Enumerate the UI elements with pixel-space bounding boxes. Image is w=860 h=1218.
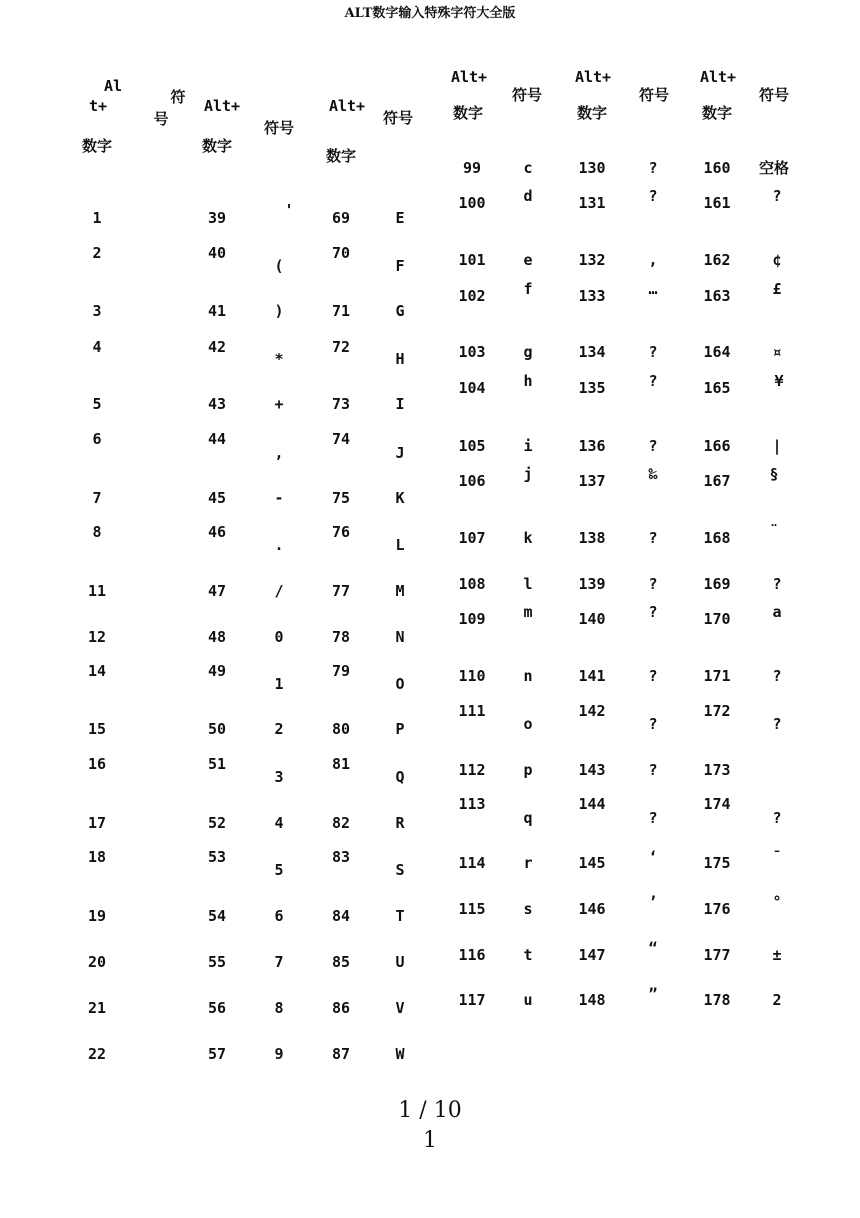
code-cell: 87 bbox=[331, 1045, 351, 1063]
code-cell: 167 bbox=[703, 472, 731, 490]
symbol-cell: ) bbox=[274, 302, 284, 320]
symbol-cell: 5 bbox=[274, 861, 284, 879]
code-cell: 22 bbox=[87, 1045, 107, 1063]
code-cell: 14 bbox=[87, 662, 107, 680]
symbol-cell: f bbox=[523, 280, 533, 298]
symbol-cell: G bbox=[395, 302, 405, 320]
code-cell: 6 bbox=[92, 430, 102, 448]
symbol-cell: e bbox=[523, 251, 533, 269]
code-cell: 131 bbox=[578, 194, 606, 212]
code-cell: 51 bbox=[207, 755, 227, 773]
header-alt-plus: Alt+ bbox=[574, 68, 612, 86]
symbol-cell: r bbox=[523, 854, 533, 872]
code-cell: 176 bbox=[703, 900, 731, 918]
code-cell: 18 bbox=[87, 848, 107, 866]
symbol-cell: ? bbox=[772, 575, 782, 593]
symbol-cell: k bbox=[523, 529, 533, 547]
code-cell: 138 bbox=[578, 529, 606, 547]
symbol-cell: ’ bbox=[648, 893, 658, 911]
code-cell: 70 bbox=[331, 244, 351, 262]
symbol-cell: 8 bbox=[274, 999, 284, 1017]
symbol-cell: * bbox=[274, 350, 284, 368]
symbol-cell: 6 bbox=[274, 907, 284, 925]
code-cell: 75 bbox=[331, 489, 351, 507]
symbol-cell: n bbox=[523, 667, 533, 685]
symbol-cell: 4 bbox=[274, 814, 284, 832]
code-cell: 107 bbox=[458, 529, 486, 547]
code-cell: 99 bbox=[462, 159, 482, 177]
code-cell: 101 bbox=[458, 251, 486, 269]
code-cell: 72 bbox=[331, 338, 351, 356]
symbol-cell: ? bbox=[648, 187, 658, 205]
code-cell: 17 bbox=[87, 814, 107, 832]
code-cell: 21 bbox=[87, 999, 107, 1017]
symbol-cell: ¯ bbox=[772, 848, 782, 866]
symbol-cell: R bbox=[395, 814, 405, 832]
code-cell: 106 bbox=[458, 472, 486, 490]
symbol-cell: q bbox=[523, 809, 533, 827]
code-cell: 82 bbox=[331, 814, 351, 832]
symbol-cell: ¢ bbox=[772, 251, 782, 269]
code-cell: 172 bbox=[703, 702, 731, 720]
symbol-cell: ¨ bbox=[769, 522, 779, 540]
code-cell: 46 bbox=[207, 523, 227, 541]
symbol-cell: t bbox=[523, 946, 533, 964]
symbol-cell: ? bbox=[648, 372, 658, 390]
header-alt-plus: Alt+ bbox=[328, 97, 366, 115]
code-cell: 83 bbox=[331, 848, 351, 866]
symbol-cell: 2 bbox=[772, 991, 782, 1009]
header-digit: 数字 bbox=[701, 104, 733, 122]
symbol-cell: … bbox=[648, 280, 658, 298]
symbol-cell: ? bbox=[648, 809, 658, 827]
code-cell: 171 bbox=[703, 667, 731, 685]
code-cell: 165 bbox=[703, 379, 731, 397]
code-cell: 20 bbox=[87, 953, 107, 971]
code-cell: 112 bbox=[458, 761, 486, 779]
code-cell: 135 bbox=[578, 379, 606, 397]
code-cell: 148 bbox=[578, 991, 606, 1009]
code-cell: 16 bbox=[87, 755, 107, 773]
code-cell: 146 bbox=[578, 900, 606, 918]
code-cell: 47 bbox=[207, 582, 227, 600]
symbol-cell: ' bbox=[284, 201, 294, 219]
code-cell: 76 bbox=[331, 523, 351, 541]
header-digit: 数字 bbox=[325, 147, 357, 165]
code-cell: 52 bbox=[207, 814, 227, 832]
code-cell: 53 bbox=[207, 848, 227, 866]
symbol-cell: ( bbox=[274, 257, 284, 275]
code-cell: 170 bbox=[703, 610, 731, 628]
header-digit: 数字 bbox=[81, 137, 113, 155]
symbol-cell: I bbox=[395, 395, 405, 413]
symbol-cell: M bbox=[395, 582, 405, 600]
header-symbol: 符号 bbox=[638, 86, 670, 104]
code-cell: 1 bbox=[92, 209, 102, 227]
header-digit: 数字 bbox=[201, 137, 233, 155]
code-cell: 41 bbox=[207, 302, 227, 320]
code-cell: 40 bbox=[207, 244, 227, 262]
code-cell: 74 bbox=[331, 430, 351, 448]
code-cell: 103 bbox=[458, 343, 486, 361]
code-cell: 81 bbox=[331, 755, 351, 773]
symbol-cell: | bbox=[772, 437, 782, 455]
code-cell: 130 bbox=[578, 159, 606, 177]
symbol-cell: § bbox=[769, 465, 779, 483]
symbol-cell: ? bbox=[648, 529, 658, 547]
symbol-cell: £ bbox=[772, 280, 782, 298]
code-cell: 132 bbox=[578, 251, 606, 269]
symbol-cell: J bbox=[395, 444, 405, 462]
header-digit: 数字 bbox=[452, 104, 484, 122]
code-cell: 11 bbox=[87, 582, 107, 600]
symbol-cell: 7 bbox=[274, 953, 284, 971]
code-cell: 86 bbox=[331, 999, 351, 1017]
symbol-cell: ? bbox=[648, 667, 658, 685]
symbol-cell: ? bbox=[648, 761, 658, 779]
code-cell: 105 bbox=[458, 437, 486, 455]
symbol-cell: o bbox=[523, 715, 533, 733]
code-cell: 142 bbox=[578, 702, 606, 720]
code-cell: 100 bbox=[458, 194, 486, 212]
symbol-cell: ± bbox=[772, 946, 782, 964]
symbol-cell: l bbox=[523, 575, 533, 593]
symbol-cell: W bbox=[395, 1045, 405, 1063]
code-cell: 136 bbox=[578, 437, 606, 455]
symbol-cell: . bbox=[274, 536, 284, 554]
symbol-cell: - bbox=[274, 489, 284, 507]
symbol-cell: 0 bbox=[274, 628, 284, 646]
code-cell: 44 bbox=[207, 430, 227, 448]
symbol-cell: ? bbox=[648, 343, 658, 361]
code-cell: 2 bbox=[92, 244, 102, 262]
code-cell: 57 bbox=[207, 1045, 227, 1063]
symbol-cell: s bbox=[523, 900, 533, 918]
symbol-cell: + bbox=[274, 395, 284, 413]
code-cell: 3 bbox=[92, 302, 102, 320]
symbol-cell: V bbox=[395, 999, 405, 1017]
symbol-cell: c bbox=[523, 159, 533, 177]
symbol-cell: ¥ bbox=[774, 372, 784, 390]
symbol-cell: 1 bbox=[274, 675, 284, 693]
code-cell: 5 bbox=[92, 395, 102, 413]
code-cell: 134 bbox=[578, 343, 606, 361]
code-cell: 133 bbox=[578, 287, 606, 305]
symbol-cell: Q bbox=[395, 768, 405, 786]
code-cell: 43 bbox=[207, 395, 227, 413]
code-cell: 161 bbox=[703, 194, 731, 212]
code-cell: 144 bbox=[578, 795, 606, 813]
header-symbol: 符号 bbox=[511, 86, 543, 104]
code-cell: 45 bbox=[207, 489, 227, 507]
symbol-cell: ° bbox=[772, 893, 782, 911]
code-cell: 147 bbox=[578, 946, 606, 964]
symbol-cell: i bbox=[523, 437, 533, 455]
symbol-cell: j bbox=[523, 465, 533, 483]
symbol-cell: u bbox=[523, 991, 533, 1009]
header-alt-plus: Alt+ bbox=[699, 68, 737, 86]
symbol-cell: g bbox=[523, 343, 533, 361]
page-number: 1 bbox=[423, 1128, 437, 1153]
symbol-cell: , bbox=[648, 251, 658, 269]
symbol-cell: ? bbox=[772, 667, 782, 685]
code-cell: 84 bbox=[331, 907, 351, 925]
header-alt-plus: Alt+ bbox=[203, 97, 241, 115]
code-cell: 49 bbox=[207, 662, 227, 680]
code-cell: 78 bbox=[331, 628, 351, 646]
code-cell: 55 bbox=[207, 953, 227, 971]
symbol-cell: 9 bbox=[274, 1045, 284, 1063]
symbol-cell: “ bbox=[648, 939, 658, 957]
header-symbol: 符号 bbox=[758, 86, 790, 104]
header-al: Al bbox=[103, 77, 123, 95]
symbol-cell: S bbox=[395, 861, 405, 879]
code-cell: 109 bbox=[458, 610, 486, 628]
symbol-cell: 2 bbox=[274, 720, 284, 738]
code-cell: 166 bbox=[703, 437, 731, 455]
code-cell: 15 bbox=[87, 720, 107, 738]
symbol-cell: ‘ bbox=[648, 848, 658, 866]
symbol-cell: d bbox=[523, 187, 533, 205]
code-cell: 111 bbox=[458, 702, 486, 720]
symbol-cell: U bbox=[395, 953, 405, 971]
symbol-cell: 空格 bbox=[758, 159, 790, 177]
code-cell: 54 bbox=[207, 907, 227, 925]
symbol-cell: T bbox=[395, 907, 405, 925]
code-cell: 116 bbox=[458, 946, 486, 964]
code-cell: 19 bbox=[87, 907, 107, 925]
symbol-cell: ” bbox=[648, 985, 658, 1003]
code-cell: 56 bbox=[207, 999, 227, 1017]
symbol-cell: O bbox=[395, 675, 405, 693]
code-cell: 168 bbox=[703, 529, 731, 547]
code-cell: 173 bbox=[703, 761, 731, 779]
code-cell: 117 bbox=[458, 991, 486, 1009]
header-alt-plus: Alt+ bbox=[450, 68, 488, 86]
symbol-cell: F bbox=[395, 257, 405, 275]
symbol-cell: h bbox=[523, 372, 533, 390]
code-cell: 7 bbox=[92, 489, 102, 507]
code-cell: 8 bbox=[92, 523, 102, 541]
code-cell: 177 bbox=[703, 946, 731, 964]
header-symbol-fu: 符 bbox=[170, 88, 186, 106]
page-indicator: 1 / 10 bbox=[398, 1098, 462, 1123]
code-cell: 4 bbox=[92, 338, 102, 356]
code-cell: 71 bbox=[331, 302, 351, 320]
code-cell: 77 bbox=[331, 582, 351, 600]
symbol-cell: ? bbox=[648, 575, 658, 593]
code-cell: 39 bbox=[207, 209, 227, 227]
code-cell: 108 bbox=[458, 575, 486, 593]
code-cell: 110 bbox=[458, 667, 486, 685]
symbol-cell: L bbox=[395, 536, 405, 554]
code-cell: 79 bbox=[331, 662, 351, 680]
symbol-cell: ? bbox=[648, 159, 658, 177]
header-digit: 数字 bbox=[576, 104, 608, 122]
header-t-plus: t+ bbox=[88, 97, 108, 115]
code-cell: 104 bbox=[458, 379, 486, 397]
code-cell: 114 bbox=[458, 854, 486, 872]
code-cell: 163 bbox=[703, 287, 731, 305]
symbol-cell: ? bbox=[772, 187, 782, 205]
code-cell: 169 bbox=[703, 575, 731, 593]
symbol-cell: P bbox=[395, 720, 405, 738]
code-cell: 113 bbox=[458, 795, 486, 813]
symbol-cell: N bbox=[395, 628, 405, 646]
code-cell: 139 bbox=[578, 575, 606, 593]
code-cell: 178 bbox=[703, 991, 731, 1009]
code-cell: 160 bbox=[703, 159, 731, 177]
document-title: ALT数字输入特殊字符大全版 bbox=[344, 6, 516, 21]
symbol-cell: ? bbox=[772, 809, 782, 827]
code-cell: 164 bbox=[703, 343, 731, 361]
code-cell: 140 bbox=[578, 610, 606, 628]
code-cell: 50 bbox=[207, 720, 227, 738]
symbol-cell: a bbox=[772, 603, 782, 621]
symbol-cell: / bbox=[274, 582, 284, 600]
symbol-cell: H bbox=[395, 350, 405, 368]
symbol-cell: ? bbox=[648, 603, 658, 621]
code-cell: 42 bbox=[207, 338, 227, 356]
code-cell: 48 bbox=[207, 628, 227, 646]
code-cell: 137 bbox=[578, 472, 606, 490]
header-symbol: 符号 bbox=[263, 119, 295, 137]
header-symbol: 符号 bbox=[382, 109, 414, 127]
code-cell: 80 bbox=[331, 720, 351, 738]
symbol-cell: ¤ bbox=[772, 343, 782, 361]
symbol-cell: , bbox=[274, 444, 284, 462]
code-cell: 141 bbox=[578, 667, 606, 685]
code-cell: 85 bbox=[331, 953, 351, 971]
code-cell: 115 bbox=[458, 900, 486, 918]
symbol-cell: ‰ bbox=[648, 465, 658, 483]
code-cell: 145 bbox=[578, 854, 606, 872]
symbol-cell: 3 bbox=[274, 768, 284, 786]
code-cell: 175 bbox=[703, 854, 731, 872]
code-cell: 73 bbox=[331, 395, 351, 413]
symbol-cell: m bbox=[523, 603, 533, 621]
code-cell: 69 bbox=[331, 209, 351, 227]
symbol-cell: p bbox=[523, 761, 533, 779]
code-cell: 174 bbox=[703, 795, 731, 813]
code-cell: 12 bbox=[87, 628, 107, 646]
symbol-cell: E bbox=[395, 209, 405, 227]
symbol-cell: ? bbox=[648, 437, 658, 455]
code-cell: 102 bbox=[458, 287, 486, 305]
symbol-cell: ? bbox=[648, 715, 658, 733]
header-symbol-hao: 号 bbox=[153, 110, 169, 128]
code-cell: 143 bbox=[578, 761, 606, 779]
symbol-cell: K bbox=[395, 489, 405, 507]
symbol-cell: ? bbox=[772, 715, 782, 733]
code-cell: 162 bbox=[703, 251, 731, 269]
